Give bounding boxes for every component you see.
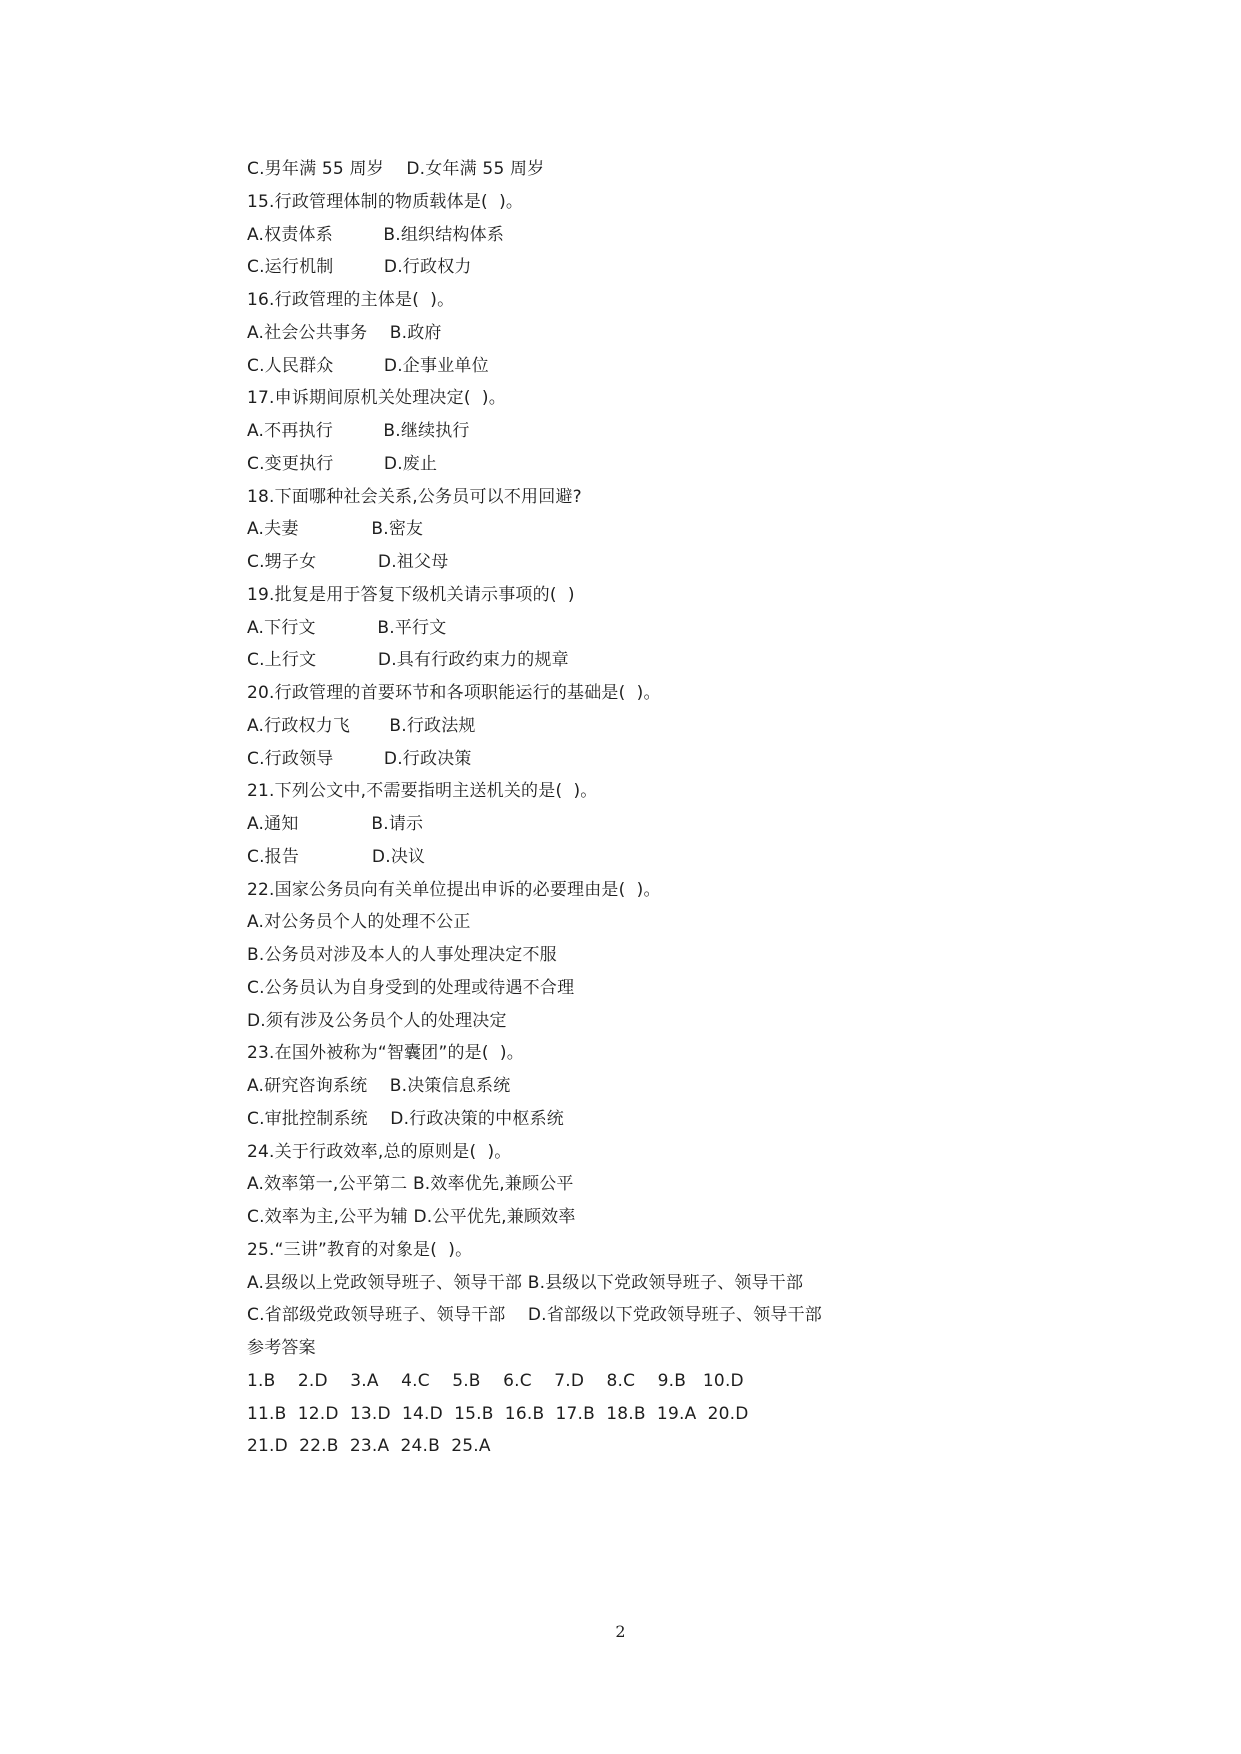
text-line: 17.申诉期间原机关处理决定( )。 xyxy=(247,388,506,409)
text-line: C.男年满 55 周岁 D.女年满 55 周岁 xyxy=(247,159,545,179)
text-line: 19.批复是用于答复下级机关请示事项的( ) xyxy=(247,584,575,605)
text-line: 1.B 2.D 3.A 4.C 5.B 6.C 7.D 8.C 9.B 10.D xyxy=(247,1370,744,1391)
text-line: 20.行政管理的首要环节和各项职能运行的基础是( )。 xyxy=(247,683,661,703)
document-body xyxy=(247,153,1007,1463)
text-line: C.省部级党政领导班子、领导干部 D.省部级以下党政领导班子、领导干部 xyxy=(247,1305,822,1326)
text-line: A.下行文 B.平行文 xyxy=(247,617,447,638)
text-line: A.县级以上党政领导班子、领导干部 B.县级以下党政领导班子、领导干部 xyxy=(247,1272,804,1293)
text-line: C.运行机制 D.行政权力 xyxy=(247,257,472,278)
text-line: B.公务员对涉及本人的人事处理决定不服 xyxy=(247,945,557,965)
text-line: 11.B 12.D 13.D 14.D 15.B 16.B 17.B 18.B 19.A 20.D xyxy=(247,1403,749,1424)
text-line: 18.下面哪种社会关系,公务员可以不用回避? xyxy=(247,486,582,507)
text-line: A.不再执行 B.继续执行 xyxy=(247,421,470,441)
text-line: A.对公务员个人的处理不公正 xyxy=(247,912,471,933)
text-line: A.通知 B.请示 xyxy=(247,814,424,834)
text-line: C.变更执行 D.废止 xyxy=(247,453,438,474)
text-line: A.研究咨询系统 B.决策信息系统 xyxy=(247,1076,511,1096)
text-line: 24.关于行政效率,总的原则是( )。 xyxy=(247,1141,512,1162)
text-line: C.行政领导 D.行政决策 xyxy=(247,748,472,769)
text-line: A.夫妻 B.密友 xyxy=(247,519,424,540)
text-line: 15.行政管理体制的物质载体是( )。 xyxy=(247,191,524,212)
text-line: 21.下列公文中,不需要指明主送机关的是( )。 xyxy=(247,781,598,802)
text-line: A.社会公共事务 B.政府 xyxy=(247,322,442,343)
text-line: A.效率第一,公平第二 B.效率优先,兼顾公平 xyxy=(247,1174,574,1195)
text-line: 23.在国外被称为“智囊团”的是( )。 xyxy=(247,1043,524,1064)
page-number: 2 xyxy=(615,1622,626,1641)
text-line: C.甥子女 D.祖父母 xyxy=(247,552,449,572)
text-line: A.权责体系 B.组织结构体系 xyxy=(247,224,505,245)
text-line: C.上行文 D.具有行政约束力的规章 xyxy=(247,650,569,671)
text-line: 22.国家公务员向有关单位提出申诉的必要理由是( )。 xyxy=(247,879,661,900)
text-line: 参考答案 xyxy=(247,1338,316,1358)
text-line: C.审批控制系统 D.行政决策的中枢系统 xyxy=(247,1108,564,1129)
text-line: C.人民群众 D.企事业单位 xyxy=(247,355,489,376)
text-line: C.公务员认为自身受到的处理或待遇不合理 xyxy=(247,977,575,998)
text-line: A.行政权力飞 B.行政法规 xyxy=(247,715,476,736)
text-line: 16.行政管理的主体是( )。 xyxy=(247,290,455,310)
text-line: 25.“三讲”教育的对象是( )。 xyxy=(247,1239,473,1260)
text-line: C.效率为主,公平为辅 D.公平优先,兼顾效率 xyxy=(247,1207,576,1227)
text-line: D.须有涉及公务员个人的处理决定 xyxy=(247,1010,507,1031)
text-line: 21.D 22.B 23.A 24.B 25.A xyxy=(247,1436,491,1457)
text-line: C.报告 D.决议 xyxy=(247,846,426,867)
